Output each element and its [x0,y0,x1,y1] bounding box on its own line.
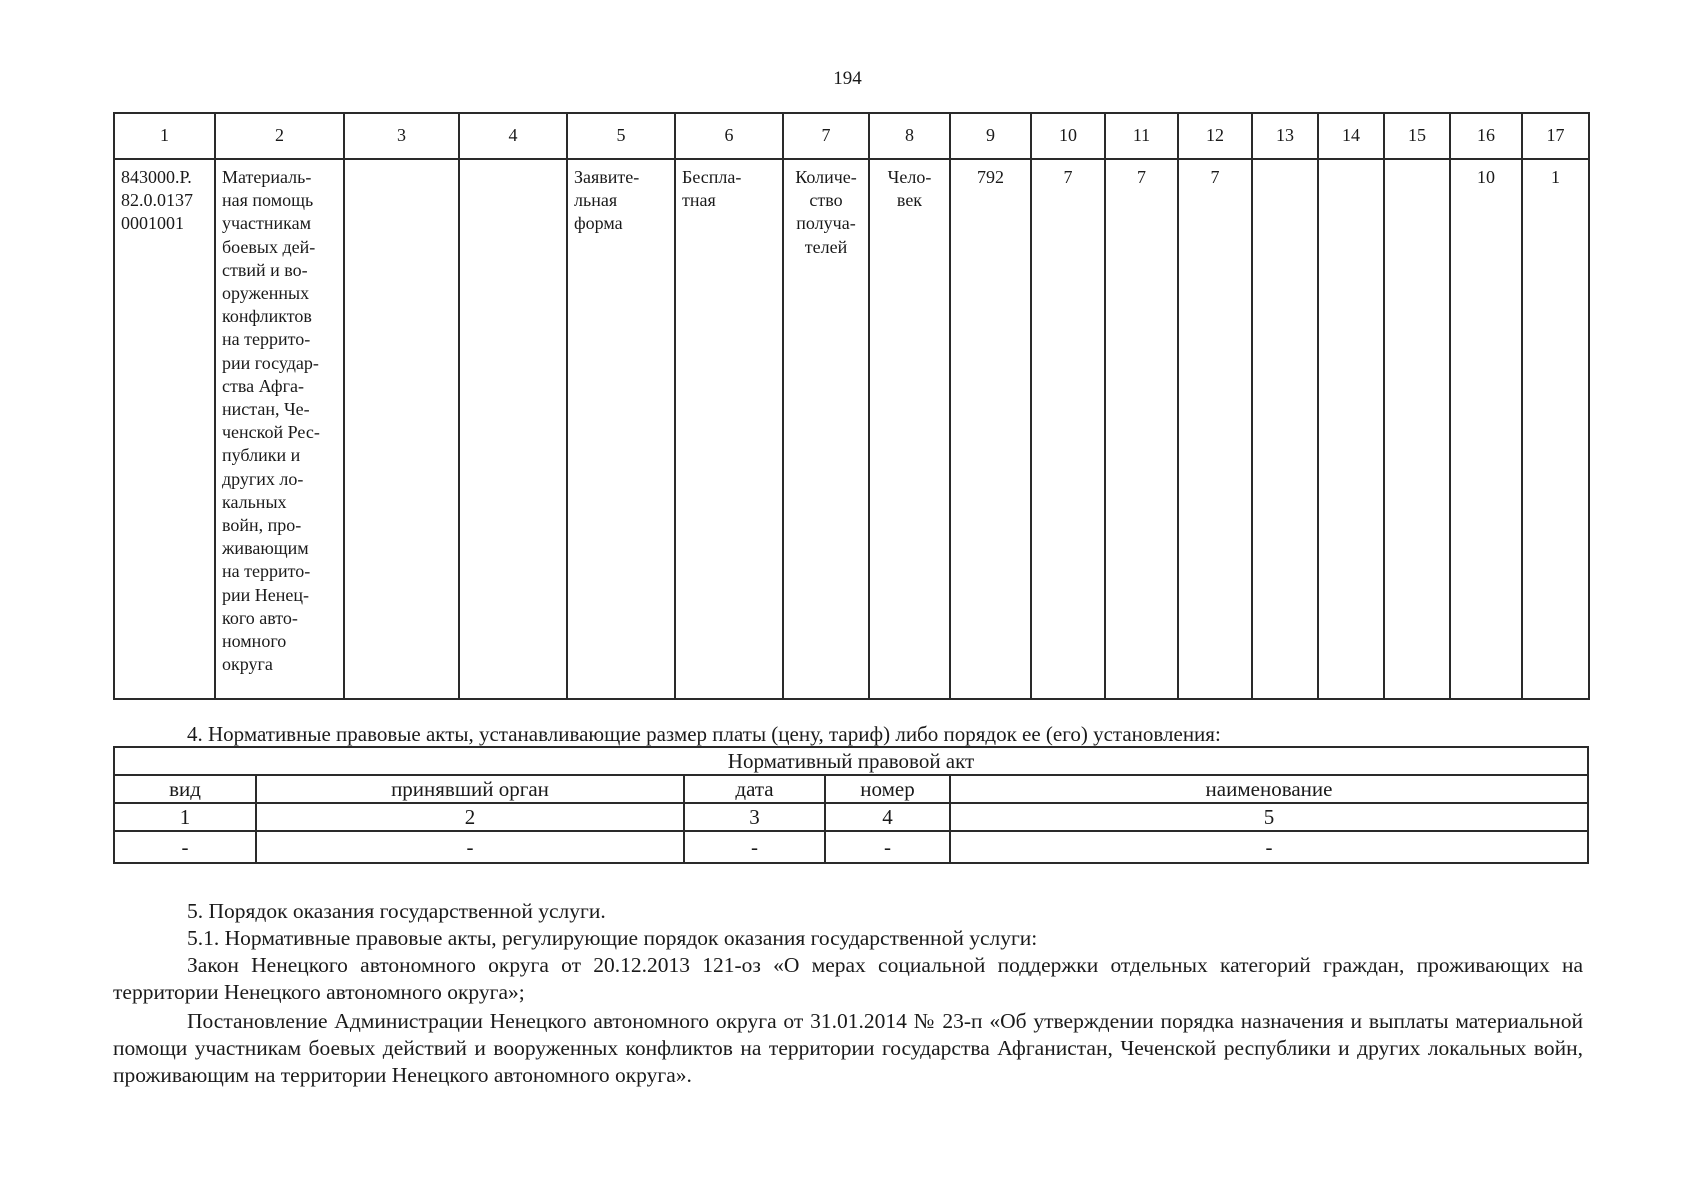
table-cell: - [825,831,950,863]
okei-code-cell: 792 [950,159,1031,699]
header-cell: 10 [1031,113,1105,159]
table-cell [344,159,459,699]
service-indicators-table [113,112,1590,700]
column-header: дата [684,775,825,803]
service-description-line: нистан, Че- [222,399,310,420]
header-cell: 4 [459,113,567,159]
service-description-line: ченской Рес- [222,422,320,443]
service-description-line: ствий и во- [222,259,308,280]
service-description-line: живающим [222,538,309,559]
indicator-name-cell [783,159,869,699]
header-cell: 3 [344,113,459,159]
header-cell: 15 [1384,113,1450,159]
column-number: 4 [825,803,950,831]
form-line: льная [574,190,618,211]
column-number: 3 [684,803,825,831]
resolution-paragraph: Постановление Администрации Ненецкого автономного округа от 31.01.2014 № 23-п «Об утверждении порядка назначения и выплаты материальной помощи участникам боевых действий и вооруженных конфликтов на территории государства Афганистан, Чеченской республики и других локальных войн, проживающим на территории Ненецкого автономного округа». [113,1009,1583,1087]
column-header: принявший орган [256,775,684,803]
header-cell: 1 [114,113,215,159]
registry-number-line: 0001001 [121,213,184,234]
table-title-row [114,747,1588,775]
header-cell: 5 [567,113,675,159]
value-cell: 7 [1178,159,1252,699]
header-cell: 16 [1450,113,1522,159]
header-cell: 12 [1178,113,1252,159]
service-description-line: конфликтов [222,306,312,327]
registry-number-line: 82.0.0137 [121,190,193,211]
value-cell: 1 [1522,159,1589,699]
column-header: наименование [950,775,1588,803]
service-description-line: на террито- [222,329,311,350]
header-cell: 14 [1318,113,1384,159]
header-cell: 6 [675,113,783,159]
header-cell: 9 [950,113,1031,159]
indicator-name-line: получа- [796,213,856,234]
table-cell: - [950,831,1588,863]
column-number-row [114,803,1588,831]
header-cell: 11 [1105,113,1178,159]
service-description-cell [215,159,344,699]
value-cell: 7 [1105,159,1178,699]
service-description-line: войн, про- [222,515,302,536]
service-description-line: номного [222,631,287,652]
registry-number-line: 843000.Р. [121,167,192,187]
value-cell: 7 [1031,159,1105,699]
service-description-line: публики и [222,445,301,466]
service-description-line: боевых дей- [222,236,316,257]
service-description-line: оруженных [222,283,310,304]
unit-cell [869,159,950,699]
service-description-line: ства Афга- [222,375,304,396]
column-number: 5 [950,803,1588,831]
service-description-line: участникам [222,213,312,234]
section-5-heading: 5. Порядок оказания государственной услуги. [187,899,606,923]
table-header-row [114,113,1589,159]
header-cell: 13 [1252,113,1318,159]
page-number: 194 [833,68,862,89]
form-cell [567,159,675,699]
service-description-line: округа [222,654,273,675]
table-cell [1384,159,1450,699]
service-description-line: ная помощь [222,190,314,211]
payment-type-line: тная [682,190,716,211]
header-cell: 8 [869,113,950,159]
form-line: Заявите- [574,167,640,187]
form-line: форма [574,213,623,234]
table-cell [1318,159,1384,699]
table-cell: - [114,831,256,863]
table-row [114,831,1588,863]
indicator-name-line: Количе- [795,167,857,187]
indicator-name-line: ство [809,190,843,211]
table-title: Нормативный правовой акт [114,747,1588,775]
service-description-line: рии государ- [222,352,319,373]
section-4-heading: 4. Нормативные правовые акты, устанавливающие размер платы (цену, тариф) либо порядок ее (его) установления: [187,722,1221,746]
service-description-line: кальных [222,491,287,512]
legal-acts-table [113,746,1589,864]
table-cell: - [684,831,825,863]
service-description-line: Материаль- [222,167,312,187]
column-number: 2 [256,803,684,831]
unit-line: век [896,190,923,211]
payment-type-cell [675,159,783,699]
value-cell: 10 [1450,159,1522,699]
registry-number-cell [114,159,215,699]
section-5-1-heading: 5.1. Нормативные правовые акты, регулирующие порядок оказания государственной услуги: [187,926,1038,950]
service-description-line: кого авто- [222,607,298,628]
table-header-row [114,775,1588,803]
header-cell: 7 [783,113,869,159]
table-cell: - [256,831,684,863]
service-description-line: на террито- [222,561,311,582]
column-header: вид [114,775,256,803]
table-cell [1252,159,1318,699]
column-number: 1 [114,803,256,831]
payment-type-line: Беспла- [682,167,742,187]
service-description-line: рии Ненец- [222,584,310,605]
unit-line: Чело- [887,167,932,187]
indicator-name-line: телей [804,236,848,257]
column-header: номер [825,775,950,803]
table-row [114,159,1589,699]
table-cell [459,159,567,699]
service-description-line: других ло- [222,468,304,489]
header-cell: 17 [1522,113,1589,159]
header-cell: 2 [215,113,344,159]
law-paragraph: Закон Ненецкого автономного округа от 20.12.2013 121-оз «О мерах социальной поддержки отдельных категорий граждан, проживающих на территории Ненецкого автономного округа»; [113,953,1583,1004]
